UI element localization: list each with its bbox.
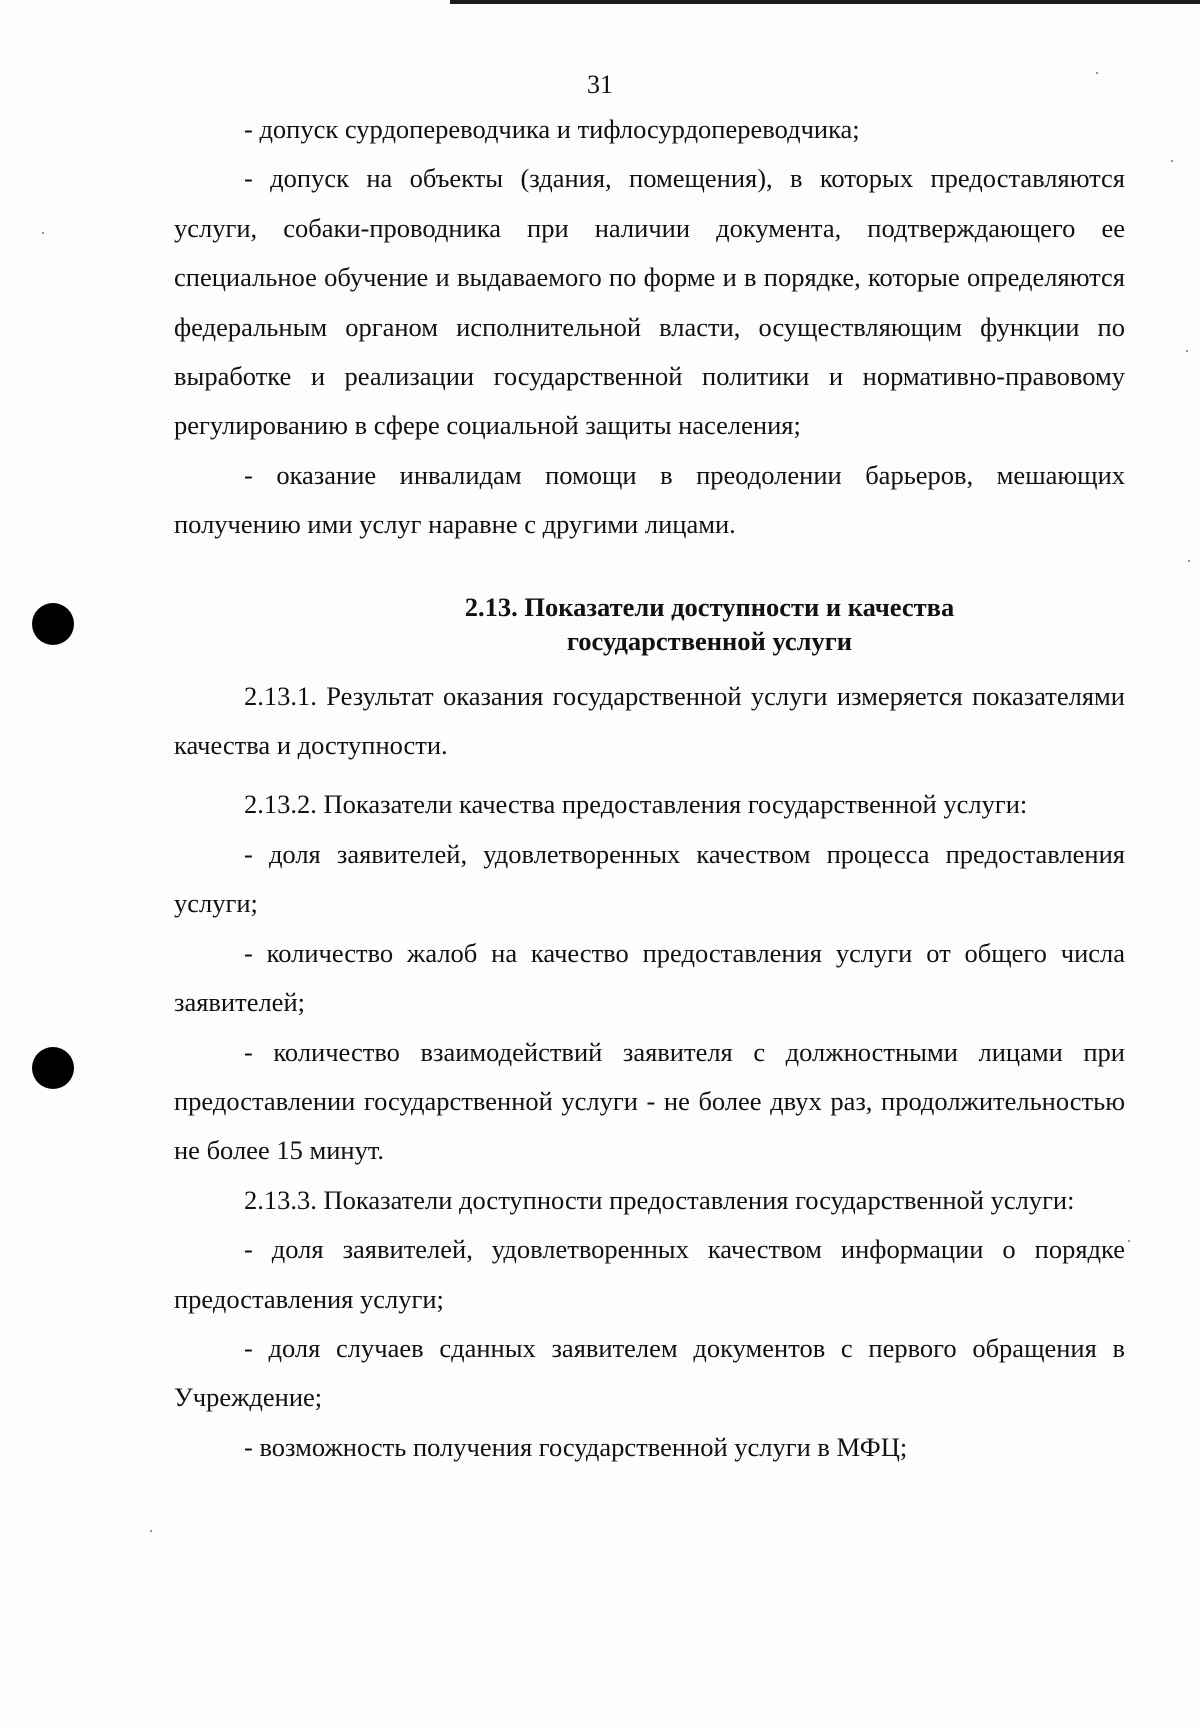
list-item-barrier-assistance: - оказание инвалидам помощи в преодолении барьеров, мешающих получению ими услуг наравне с другими лицами. — [174, 459, 1125, 540]
section-heading-line1: 2.13. Показатели доступности и качества — [464, 591, 955, 622]
section-heading-line2: государственной услуги — [566, 625, 853, 656]
scan-speck — [1128, 1240, 1130, 1242]
punch-hole-bottom — [32, 1047, 74, 1089]
clause-2-13-2: 2.13.2. Показатели качества предоставления государственной услуги: — [244, 789, 1028, 820]
scan-speck — [42, 232, 44, 234]
section-heading — [174, 590, 1125, 658]
document-body — [174, 105, 1125, 1472]
quality-item-complaints: - количество жалоб на качество предоставления услуги от общего числа заявителей; — [174, 937, 1125, 1018]
clause-2-13-3: 2.13.3. Показатели доступности предоставления государственной услуги: — [244, 1184, 1075, 1215]
page-number: 31 — [587, 70, 613, 99]
access-item-first-submission: - доля случаев сданных заявителем документов с первого обращения в Учреждение; — [174, 1332, 1125, 1413]
quality-item-satisfaction: - доля заявителей, удовлетворенных качеством процесса предоставления услуги; — [174, 838, 1125, 919]
scan-edge-line — [450, 0, 1200, 4]
clause-2-13-1: 2.13.1. Результат оказания государственной услуги измеряется показателями качества и доступности. — [174, 680, 1125, 761]
list-item-interpreter-access: - допуск сурдопереводчика и тифлосурдопереводчика; — [244, 114, 860, 144]
punch-hole-top — [32, 603, 74, 645]
scan-speck — [1188, 560, 1190, 562]
access-item-mfc: - возможность получения государственной услуги в МФЦ; — [244, 1431, 908, 1462]
access-item-information: - доля заявителей, удовлетворенных качеством информации о порядке предоставления услуги; — [174, 1234, 1125, 1314]
scan-speck — [150, 1530, 152, 1532]
list-item-guide-dog-access: - допуск на объекты (здания, помещения), в которых предоставляются услуги, собаки-проводника при наличии документа, подтверждающего ее специальное обучение и выдаваемого по форме и в порядке, которые определяются федеральным органом исполнительной власти, осуществляющим функции по выработке и реализации государственной политики и нормативно-правовому регулированию в сфере социальной защиты населения; — [174, 163, 1125, 441]
quality-item-interactions: - количество взаимодействий заявителя с должностными лицами при предоставлении государственной услуги - не более двух раз, продолжительностью не более 15 минут. — [174, 1036, 1125, 1166]
scan-speck — [1186, 350, 1188, 352]
scan-speck — [1171, 160, 1173, 162]
